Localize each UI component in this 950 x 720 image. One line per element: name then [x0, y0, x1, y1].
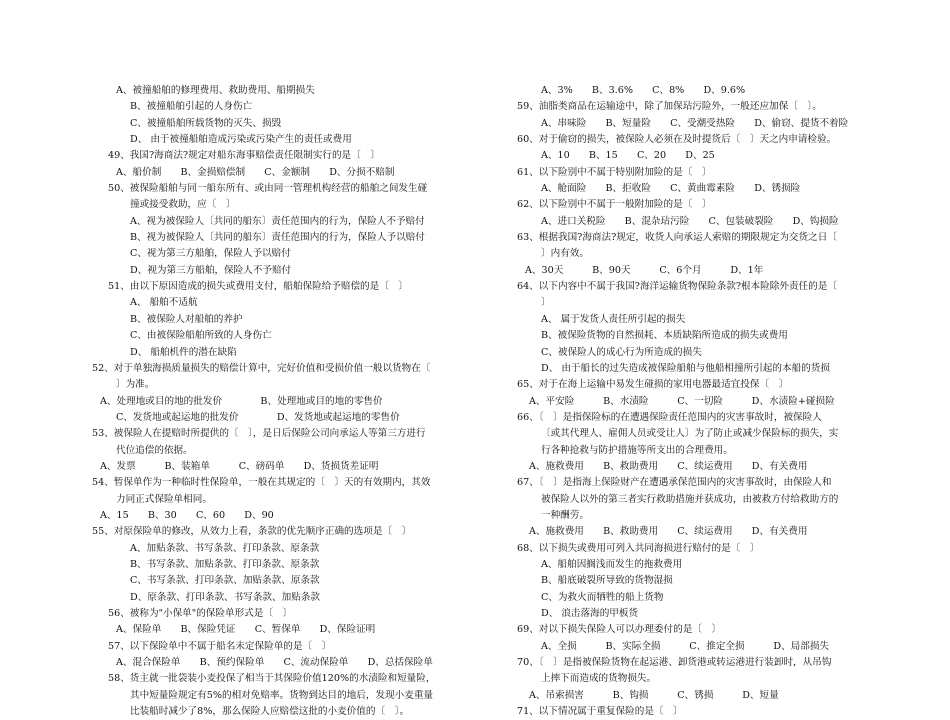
text-line: 比装船时减少了8%，那么保险人应赔偿这批的小麦价值的〔 〕。: [130, 706, 410, 718]
text-line: D、 浪击落海的甲板货: [541, 608, 639, 619]
text-line: 52、对于单独海损质量损失的赔偿计算中，完好价值和受损价值一般以货物在〔: [92, 362, 431, 374]
text-line: C、发货地或起运地的批发价 D、发货地或起运地的零售价: [116, 411, 400, 423]
text-line: 64、以下内容中不属于我国?海洋运输货物保险条款?根本险除外责任的是〔: [517, 281, 837, 293]
text-line: 50、被保险船舶与同一船东所有、或由同一管理机构经营的船舶之间发生碰: [108, 183, 428, 195]
text-line: A、进口关税险 B、混杂玷污险 C、包装破裂险 D、钩损险: [541, 215, 839, 227]
text-line: 行各种抢救与防护措施等所支出的合理费用。: [541, 444, 733, 456]
text-line: D、视为第三方船舶，保险人不予赔付: [130, 264, 292, 276]
text-line: 〕为准。: [116, 379, 155, 391]
text-line: A、 属于发货人责任所引起的损失: [541, 313, 686, 325]
text-line: A、串味险 B、短量险 C、受潮受热险 D、偷窃、提货不着险: [541, 117, 849, 129]
text-line: 65、对于在海上运输中易发生碰损的家用电器最适宜投保〔 〕: [517, 379, 789, 391]
text-line: 60、对于偷窃的损失，被保险人必须在及时提货后〔 〕天之内申请检验。: [517, 134, 837, 146]
text-line: 54、暂保单作为一种临时性保险单，一般在其规定的〔 〕天的有效期内，其效: [92, 477, 431, 489]
text-line: 68、以下损失或费用可列入共同海损进行赔付的是〔 〕: [517, 542, 760, 554]
text-line: A、10 B、15 C、20 D、25: [541, 150, 715, 162]
left-column: [92, 83, 474, 720]
text-line: C、被撞船舶所载货物的灭失、损毁: [130, 117, 282, 129]
text-line: 被保险人以外的第三者实行救助措施并获成功，由被救方付给救助方的: [541, 493, 839, 505]
text-line: 66、〔 〕是指保险标的在遭遇保险责任范围内的灾害事故时，被保险人: [517, 411, 822, 423]
text-line: 70、〔 〕是指被保险货物在起运港、卸货港或转运港进行装卸时，从吊钩: [517, 657, 832, 669]
text-line: C、为救火而牺牲的船上货物: [541, 591, 664, 603]
text-line: 51、由以下原因造成的损失或费用支付，船舶保险给予赔偿的是〔 〕: [108, 281, 409, 293]
text-line: 55、对原保险单的修改，从效力上看，条款的优先顺序正确的选项是〔 〕: [92, 526, 412, 538]
text-line: 一种酬劳。: [541, 509, 589, 521]
text-line: A、平安险 B、水渍险 C、一切险 D、水渍险+碰损险: [529, 395, 835, 407]
text-line: D、原条款、打印条款、书写条款、加贴条款: [130, 591, 320, 603]
text-line: A、处理地或目的地的批发价 B、处理地或目的地的零售价: [100, 395, 383, 407]
text-line: 力同正式保险单相同。: [116, 493, 212, 505]
text-line: 63、根据我国?海商法?规定，收货人向承运人索赔的期限规定为交货之日〔: [517, 232, 837, 244]
text-line: C、被保险人的成心行为所造成的损失: [541, 346, 702, 358]
text-line: A、船价制 B、金损赔偿制 C、金额制 D、分损不赔制: [116, 166, 395, 178]
text-line: 61、以下险别中不属于特别附加险的是〔 〕: [517, 166, 712, 178]
text-line: 58、货主就一批袋装小麦投保了相当于其保险价值120%的水渍险和短量险，: [108, 673, 436, 685]
text-line: 57、以下保险单中不属于船名未定保险单的是〔 〕: [108, 640, 332, 652]
text-line: A、被撞船舶的修理费用、救助费用、船期损失: [116, 85, 315, 96]
text-line: 53、被保险人在提赔时所提供的〔 〕，是日后保险公司向承运人等第三方进行: [92, 428, 426, 440]
text-line: 〕: [541, 297, 551, 309]
text-line: B、书写条款、加贴条款、打印条款、原条款: [130, 558, 320, 570]
text-line: A、施救费用 B、救助费用 C、续运费用 D、有关费用: [529, 526, 808, 538]
text-line: C、书写条款、打印条款、加贴条款、原条款: [130, 575, 320, 587]
text-line: A、混合保险单 B、预约保险单 C、流动保险单 D、总括保险单: [116, 657, 433, 669]
text-line: D、 船舶机件的潜在缺陷: [130, 346, 237, 358]
text-line: 59、油脂类商品在运输途中，除了加保玷污险外，一般还应加保〔 〕。: [517, 101, 822, 113]
text-line: 撞或接受救助，应〔 〕: [130, 199, 236, 211]
text-line: A、加贴条款、书写条款、打印条款、原条款: [130, 542, 320, 554]
text-line: 上摔下而造成的货物损失。: [541, 673, 657, 685]
right-column: [517, 83, 895, 720]
text-line: A、发票 B、装箱单 C、磅码单 D、货损货差证明: [100, 460, 379, 472]
text-line: 67、〔 〕是指海上保险财产在遭遇承保范围内的灾害事故时，由保险人和: [517, 477, 832, 489]
text-line: A、保险单 B、保险凭证 C、暂保单 D、保险证明: [116, 624, 376, 636]
text-line: D、 由于被撞船舶造成污染或污染产生的责任或费用: [130, 134, 352, 146]
text-line: A、30天 B、90天 C、6个月 D、1年: [525, 264, 764, 276]
text-line: 49、我国?海商法?规定对船东海事赔偿责任限制实行的是〔 〕: [108, 150, 380, 162]
text-line: 代位追偿的依据。: [116, 444, 193, 456]
text-line: A、视为被保险人〔共同的船东〕责任范围内的行为，保险人不予赔付: [130, 215, 425, 227]
text-line: A、3% B、3.6% C、8% D、9.6%: [541, 85, 746, 96]
text-line: A、 船舶不适航: [130, 297, 198, 309]
text-line: 71、以下情况属于重复保险的是〔 〕: [517, 706, 683, 718]
text-line: B、被保险货物的自然损耗、本质缺陷所造成的损失或费用: [541, 330, 788, 342]
text-line: 62、以下险别中不属于一般附加险的是〔 〕: [517, 199, 712, 211]
text-line: A、施救费用 B、救助费用 C、续运费用 D、有关费用: [529, 460, 808, 472]
text-line: B、视为被保险人〔共同的船东〕责任范围内的行为，保险人予以赔付: [130, 232, 425, 244]
text-line: C、视为第三方船舶，保险人予以赔付: [130, 248, 291, 260]
text-line: C、由被保险船舶所致的人身伤亡: [130, 330, 272, 342]
text-line: 〕内有效。: [541, 248, 589, 260]
text-line: A、船舶因搁浅而发生的拖救费用: [541, 558, 683, 570]
text-line: 其中短量险规定有5%的相对免赔率。货物到达目的地后，发现小麦重量: [130, 689, 434, 701]
text-line: 69、对以下损失保险人可以办理委付的是〔 〕: [517, 624, 722, 636]
text-line: 〔或其代理人、雇佣人员或受让人〕为了防止或减少保险标的损失，实: [541, 428, 839, 440]
text-line: B、船底破裂所导致的货物湿损: [541, 575, 673, 587]
text-line: A、舱面险 B、拒收险 C、黄曲霉素险 D、锈损险: [541, 183, 801, 195]
text-line: 56、被称为"小保单"的保险单形式是〔 〕: [108, 608, 293, 619]
text-line: A、15 B、30 C、60 D、90: [100, 509, 274, 521]
text-line: D、 由于船长的过失造成被保险船舶与他船相撞所引起的本船的货损: [541, 362, 830, 374]
text-line: A、全损 B、实际全损 C、推定全损 D、局部损失: [541, 640, 830, 652]
text-line: B、被撞船舶引起的人身伤亡: [130, 101, 253, 113]
text-line: B、被保险人对船舶的养护: [130, 313, 243, 325]
text-line: A、吊索损害 B、钩损 C、锈损 D、短量: [529, 689, 779, 701]
